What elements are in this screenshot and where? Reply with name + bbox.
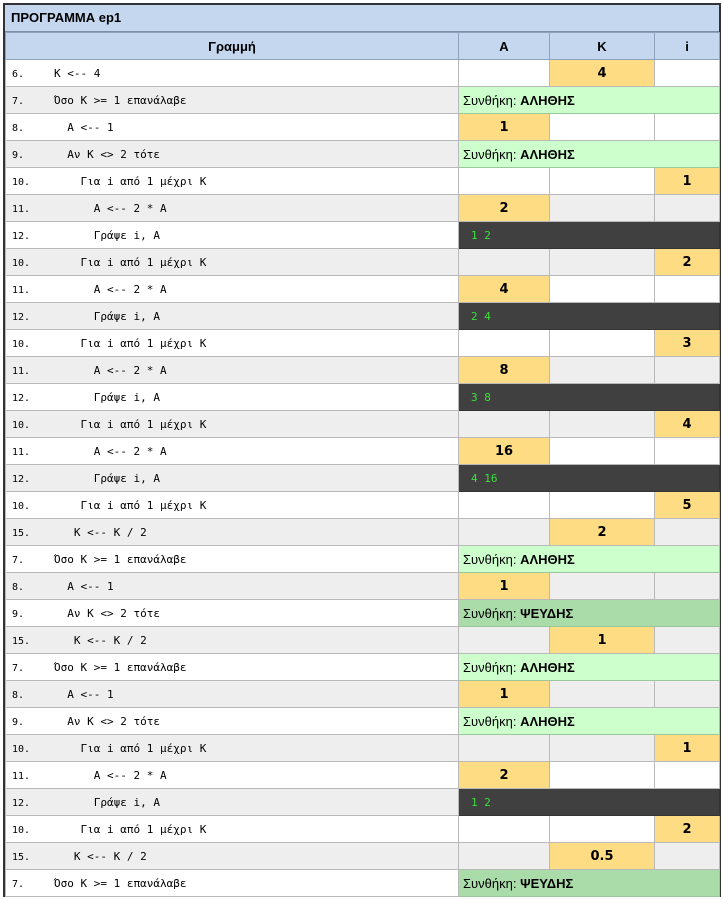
line-code: A <-- 1 (54, 687, 114, 701)
condition-label: Συνθήκη: (463, 875, 517, 891)
value-cell-a (459, 843, 550, 870)
trace-row (6, 681, 720, 708)
value-cell-k (550, 330, 655, 357)
value-cell-k (550, 114, 655, 141)
line-number: 11. (12, 365, 31, 377)
value-cell-i (655, 681, 720, 708)
value-cell-a (459, 411, 550, 438)
trace-rows (6, 60, 720, 897)
value-cell-a: 2 (459, 762, 550, 789)
condition-cell (459, 141, 720, 168)
line-cell (6, 114, 459, 141)
condition-label: Συνθήκη: (463, 713, 517, 729)
trace-row (6, 546, 720, 573)
condition-cell (459, 87, 720, 114)
value-cell-a: 1 (459, 573, 550, 600)
value-cell-k: 2 (550, 519, 655, 546)
output-cell: 1 2 (459, 789, 720, 816)
value-cell-k: 1 (550, 627, 655, 654)
line-code: A <-- 2 * A (54, 363, 167, 377)
line-code: Για i από 1 μέχρι K (54, 255, 207, 269)
output-cell: 3 8 (459, 384, 720, 411)
line-number: 10. (12, 824, 31, 836)
value-cell-i: 2 (655, 249, 720, 276)
line-code: Όσο K >= 1 επανάλαβε (54, 93, 187, 107)
line-number: 12. (12, 392, 31, 404)
line-number: 15. (12, 527, 31, 539)
trace-row (6, 627, 720, 654)
line-code: K <-- K / 2 (54, 525, 147, 539)
line-code: Για i από 1 μέχρι K (54, 417, 207, 431)
line-cell (6, 276, 459, 303)
value-cell-a (459, 492, 550, 519)
trace-row (6, 222, 720, 249)
line-number: 10. (12, 176, 31, 188)
trace-row (6, 573, 720, 600)
value-cell-i: 3 (655, 330, 720, 357)
line-cell (6, 168, 459, 195)
condition-label: Συνθήκη: (463, 92, 517, 108)
line-cell (6, 681, 459, 708)
line-code: Γράψε i, A (54, 309, 160, 323)
column-header-i: i (655, 33, 720, 60)
line-cell (6, 87, 459, 114)
condition-value: ΑΛΗΘΗΣ (520, 551, 575, 567)
line-cell (6, 411, 459, 438)
program-title: ΠΡΟΓΡΑΜΜΑ ep1 (5, 5, 719, 32)
trace-row (6, 465, 720, 492)
value-cell-i (655, 762, 720, 789)
line-cell (6, 330, 459, 357)
line-number: 9. (12, 608, 25, 620)
value-cell-k (550, 411, 655, 438)
line-code: A <-- 2 * A (54, 768, 167, 782)
value-cell-k (550, 681, 655, 708)
trace-row (6, 276, 720, 303)
line-number: 10. (12, 257, 31, 269)
line-cell (6, 384, 459, 411)
trace-row (6, 600, 720, 627)
trace-table-window (3, 3, 721, 897)
value-cell-i (655, 276, 720, 303)
value-cell-a (459, 627, 550, 654)
line-number: 10. (12, 419, 31, 431)
line-cell (6, 573, 459, 600)
trace-row (6, 816, 720, 843)
line-cell (6, 708, 459, 735)
trace-row (6, 249, 720, 276)
line-code: Γράψε i, A (54, 390, 160, 404)
value-cell-a: 16 (459, 438, 550, 465)
trace-row (6, 384, 720, 411)
trace-row (6, 168, 720, 195)
trace-row (6, 60, 720, 87)
line-code: Αν K <> 2 τότε (54, 714, 160, 728)
line-number: 10. (12, 743, 31, 755)
condition-value: ΨΕΥΔΗΣ (520, 875, 574, 891)
line-code: Για i από 1 μέχρι K (54, 174, 207, 188)
line-cell (6, 762, 459, 789)
trace-row (6, 195, 720, 222)
value-cell-k (550, 573, 655, 600)
line-number: 11. (12, 446, 31, 458)
line-number: 10. (12, 338, 31, 350)
value-cell-a (459, 330, 550, 357)
column-header-k: K (550, 33, 655, 60)
line-number: 12. (12, 473, 31, 485)
condition-value: ΑΛΗΘΗΣ (520, 659, 575, 675)
value-cell-i (655, 843, 720, 870)
line-cell (6, 816, 459, 843)
value-cell-k (550, 276, 655, 303)
line-code: Για i από 1 μέχρι K (54, 822, 207, 836)
trace-row (6, 762, 720, 789)
line-cell (6, 303, 459, 330)
condition-cell (459, 870, 720, 897)
line-number: 8. (12, 689, 25, 701)
value-cell-k (550, 357, 655, 384)
value-cell-a (459, 249, 550, 276)
value-cell-k (550, 195, 655, 222)
line-cell (6, 492, 459, 519)
line-number: 15. (12, 851, 31, 863)
line-code: K <-- 4 (54, 66, 101, 80)
condition-value: ΑΛΗΘΗΣ (520, 92, 575, 108)
condition-cell (459, 654, 720, 681)
line-number: 9. (12, 149, 25, 161)
line-number: 12. (12, 797, 31, 809)
line-cell (6, 789, 459, 816)
line-code: Όσο K >= 1 επανάλαβε (54, 876, 187, 890)
value-cell-a (459, 519, 550, 546)
output-cell: 4 16 (459, 465, 720, 492)
value-cell-k (550, 492, 655, 519)
line-cell (6, 519, 459, 546)
line-cell (6, 195, 459, 222)
line-code: Γράψε i, A (54, 228, 160, 242)
value-cell-i (655, 357, 720, 384)
condition-cell (459, 600, 720, 627)
trace-row (6, 438, 720, 465)
value-cell-a (459, 735, 550, 762)
value-cell-i: 4 (655, 411, 720, 438)
line-code: Αν K <> 2 τότε (54, 147, 160, 161)
line-code: A <-- 1 (54, 579, 114, 593)
trace-row (6, 843, 720, 870)
line-number: 15. (12, 635, 31, 647)
line-code: Γράψε i, A (54, 795, 160, 809)
trace-row (6, 708, 720, 735)
trace-row (6, 519, 720, 546)
line-code: A <-- 2 * A (54, 282, 167, 296)
value-cell-k (550, 249, 655, 276)
trace-row (6, 735, 720, 762)
line-cell (6, 843, 459, 870)
column-header-a: A (459, 33, 550, 60)
line-cell (6, 654, 459, 681)
value-cell-a: 4 (459, 276, 550, 303)
value-cell-k (550, 735, 655, 762)
line-cell (6, 465, 459, 492)
condition-cell (459, 546, 720, 573)
line-code: Γράψε i, A (54, 471, 160, 485)
line-number: 9. (12, 716, 25, 728)
value-cell-i (655, 627, 720, 654)
line-code: Όσο K >= 1 επανάλαβε (54, 552, 187, 566)
value-cell-i: 5 (655, 492, 720, 519)
value-cell-a (459, 816, 550, 843)
condition-label: Συνθήκη: (463, 605, 517, 621)
line-cell (6, 735, 459, 762)
trace-row (6, 87, 720, 114)
value-cell-k: 4 (550, 60, 655, 87)
line-code: K <-- K / 2 (54, 633, 147, 647)
line-cell (6, 870, 459, 897)
line-code: K <-- K / 2 (54, 849, 147, 863)
value-cell-i (655, 519, 720, 546)
line-number: 12. (12, 230, 31, 242)
value-cell-a: 1 (459, 114, 550, 141)
value-cell-a (459, 60, 550, 87)
trace-row (6, 303, 720, 330)
value-cell-a: 8 (459, 357, 550, 384)
condition-label: Συνθήκη: (463, 659, 517, 675)
line-code: Για i από 1 μέχρι K (54, 741, 207, 755)
line-code: Για i από 1 μέχρι K (54, 336, 207, 350)
trace-row (6, 141, 720, 168)
line-number: 7. (12, 878, 25, 890)
line-cell (6, 546, 459, 573)
value-cell-k (550, 762, 655, 789)
trace-row (6, 870, 720, 897)
trace-row (6, 330, 720, 357)
value-cell-i (655, 573, 720, 600)
trace-row (6, 114, 720, 141)
trace-row (6, 789, 720, 816)
line-cell (6, 222, 459, 249)
line-code: Αν K <> 2 τότε (54, 606, 160, 620)
value-cell-a: 1 (459, 681, 550, 708)
trace-row (6, 654, 720, 681)
output-cell: 2 4 (459, 303, 720, 330)
line-code: Για i από 1 μέχρι K (54, 498, 207, 512)
line-number: 8. (12, 581, 25, 593)
condition-value: ΑΛΗΘΗΣ (520, 146, 575, 162)
line-code: A <-- 2 * A (54, 444, 167, 458)
line-cell (6, 357, 459, 384)
line-code: A <-- 1 (54, 120, 114, 134)
condition-label: Συνθήκη: (463, 551, 517, 567)
condition-value: ΨΕΥΔΗΣ (520, 605, 574, 621)
line-cell (6, 249, 459, 276)
column-header-line: Γραμμή (6, 33, 459, 60)
line-number: 12. (12, 311, 31, 323)
line-cell (6, 627, 459, 654)
line-cell (6, 438, 459, 465)
value-cell-i: 2 (655, 816, 720, 843)
line-number: 10. (12, 500, 31, 512)
value-cell-i: 1 (655, 168, 720, 195)
line-number: 6. (12, 68, 25, 80)
condition-cell (459, 708, 720, 735)
line-code: A <-- 2 * A (54, 201, 167, 215)
line-cell (6, 600, 459, 627)
value-cell-i (655, 114, 720, 141)
line-number: 11. (12, 770, 31, 782)
value-cell-k (550, 168, 655, 195)
value-cell-k (550, 438, 655, 465)
trace-row (6, 492, 720, 519)
line-number: 7. (12, 662, 25, 674)
line-number: 8. (12, 122, 25, 134)
value-cell-k (550, 816, 655, 843)
trace-row (6, 357, 720, 384)
value-cell-i (655, 60, 720, 87)
line-cell (6, 60, 459, 87)
output-cell: 1 2 (459, 222, 720, 249)
value-cell-k: 0.5 (550, 843, 655, 870)
value-cell-i (655, 195, 720, 222)
line-number: 7. (12, 95, 25, 107)
value-cell-a (459, 168, 550, 195)
line-code: Όσο K >= 1 επανάλαβε (54, 660, 187, 674)
condition-label: Συνθήκη: (463, 146, 517, 162)
trace-table (5, 32, 720, 897)
line-number: 11. (12, 284, 31, 296)
condition-value: ΑΛΗΘΗΣ (520, 713, 575, 729)
value-cell-a: 2 (459, 195, 550, 222)
line-cell (6, 141, 459, 168)
value-cell-i (655, 438, 720, 465)
trace-row (6, 411, 720, 438)
value-cell-i: 1 (655, 735, 720, 762)
line-number: 11. (12, 203, 31, 215)
line-number: 7. (12, 554, 25, 566)
